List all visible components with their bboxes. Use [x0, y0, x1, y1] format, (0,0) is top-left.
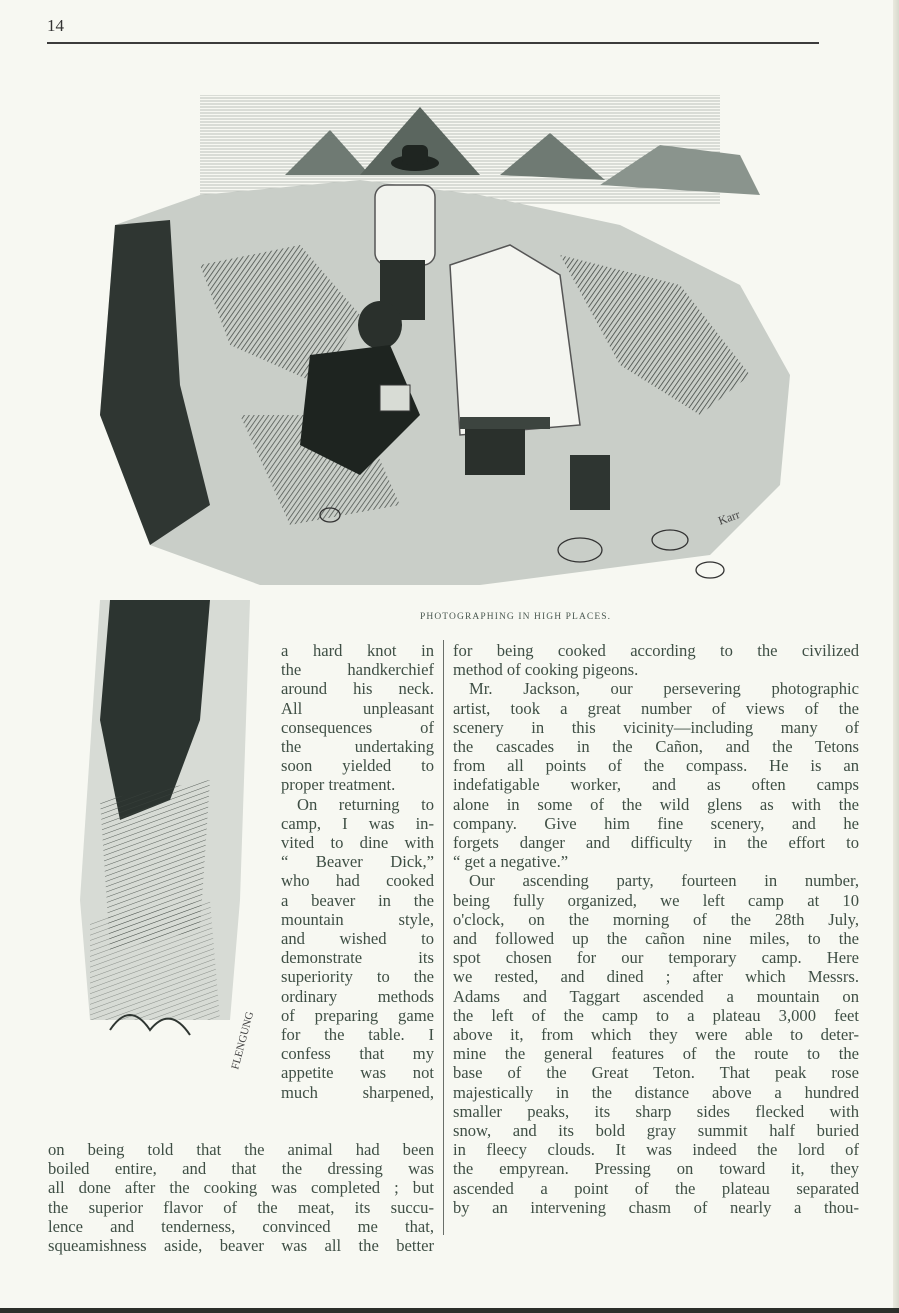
text-line: the handkerchief — [281, 660, 434, 680]
text-line: base of the Great Teton. That peak rose — [453, 1063, 859, 1083]
text-line: company. Give him fine scenery, and he — [453, 813, 859, 833]
text-line: “ Beaver Dick,” — [281, 852, 434, 872]
svg-text:Karr: Karr — [716, 507, 742, 528]
text-line: snow, and its bold gray summit half buried — [453, 1121, 859, 1141]
text-line: confess that my — [281, 1044, 434, 1064]
text-line: all done after the cooking was completed ; but — [48, 1178, 434, 1198]
text-line: smaller peaks, its sharp sides flecked with — [453, 1101, 859, 1121]
text-line: consequences of — [281, 717, 434, 737]
right-column — [453, 641, 859, 1217]
text-line: appetite was not — [281, 1063, 434, 1083]
text-line: o'clock, on the morning of the 28th July, — [453, 909, 859, 929]
text-line: above it, from which they were able to deter- — [453, 1025, 859, 1045]
text-line: and followed up the cañon nine miles, to the — [453, 929, 859, 949]
illustration-caption: PHOTOGRAPHING IN HIGH PLACES. — [420, 612, 612, 622]
text-line: scenery in this vicinity—including many of — [453, 717, 859, 737]
text-line: who had cooked — [281, 871, 434, 891]
text-line: by an intervening chasm of nearly a thou- — [453, 1197, 859, 1217]
text-line: for being cooked according to the civilized — [453, 641, 859, 660]
mountain-scene-engraving-icon — [60, 85, 820, 610]
text-line: and wished to — [281, 929, 434, 949]
text-line: Our ascending party, fourteen in number, — [469, 871, 859, 891]
text-line: squeamishness aside, beaver was all the better — [48, 1236, 434, 1256]
text-line: we rested, and dined ; after which Messrs. — [453, 967, 859, 987]
text-line: around his neck. — [281, 679, 434, 699]
text-line: proper treatment. — [281, 775, 396, 795]
text-line: the left of the camp to a plateau 3,000 feet — [453, 1005, 859, 1025]
text-line: the undertaking — [281, 737, 434, 757]
text-line: spot chosen for our temporary camp. Here — [453, 948, 859, 968]
column-divider — [443, 640, 444, 1235]
text-line: mine the general features of the route to the — [453, 1044, 859, 1064]
text-line: Adams and Taggart ascended a mountain on — [453, 986, 859, 1006]
text-line: Mr. Jackson, our persevering photographic — [469, 679, 859, 699]
text-line: ascended a point of the plateau separated — [453, 1178, 859, 1198]
rock-pillar-engraving-icon — [60, 600, 270, 1080]
text-line: superiority to the — [281, 967, 434, 987]
left-rock-illustration — [60, 600, 270, 1080]
text-line: lence and tenderness, convinced me that, — [48, 1216, 434, 1236]
text-line: method of cooking pigeons. — [453, 660, 639, 680]
text-line: in fleecy clouds. It was indeed the lord of — [453, 1140, 859, 1160]
text-line: mountain style, — [281, 909, 434, 929]
text-line: demonstrate its — [281, 948, 434, 968]
text-line: vited to dine with — [281, 833, 434, 853]
text-line: On returning to — [297, 794, 434, 814]
text-line: from all points of the compass. He is an — [453, 756, 859, 776]
left-column-wide — [48, 1140, 434, 1255]
text-line: All unpleasant — [281, 698, 434, 718]
text-line: much sharpened, — [281, 1082, 434, 1102]
text-line: soon yielded to — [281, 756, 434, 776]
text-line: a hard knot in — [281, 641, 434, 660]
text-line: a beaver in the — [281, 890, 434, 910]
header-rule — [47, 42, 819, 44]
text-line: the cascades in the Cañon, and the Tetons — [453, 737, 859, 757]
page-bottom-edge — [0, 1308, 899, 1313]
page-edge — [893, 0, 899, 1313]
text-line: of preparing game — [281, 1005, 434, 1025]
page-number: 14 — [47, 16, 64, 35]
text-line: camp, I was in- — [281, 813, 434, 833]
text-line: artist, took a great number of views of the — [453, 698, 859, 718]
text-line: being fully organized, we left camp at 10 — [453, 890, 859, 910]
svg-text:FLENGUNG: FLENGUNG — [229, 1010, 257, 1071]
text-line: alone in some of the wild glens as with the — [453, 794, 859, 814]
text-line: ordinary methods — [281, 986, 434, 1006]
text-line: boiled entire, and that the dressing was — [48, 1159, 434, 1179]
engraving-illustration — [60, 85, 820, 610]
text-line: forgets danger and difficulty in the effort to — [453, 833, 859, 853]
text-line: indefatigable worker, and as often camps — [453, 775, 859, 795]
text-line: on being told that the animal had been — [48, 1140, 434, 1159]
text-line: “ get a negative.” — [453, 852, 569, 872]
text-line: the empyrean. Pressing on toward it, they — [453, 1159, 859, 1179]
text-line: the superior flavor of the meat, its succu- — [48, 1197, 434, 1217]
left-column-narrow — [281, 641, 434, 1102]
text-line: majestically in the distance above a hundred — [453, 1082, 859, 1102]
text-line: for the table. I — [281, 1025, 434, 1045]
